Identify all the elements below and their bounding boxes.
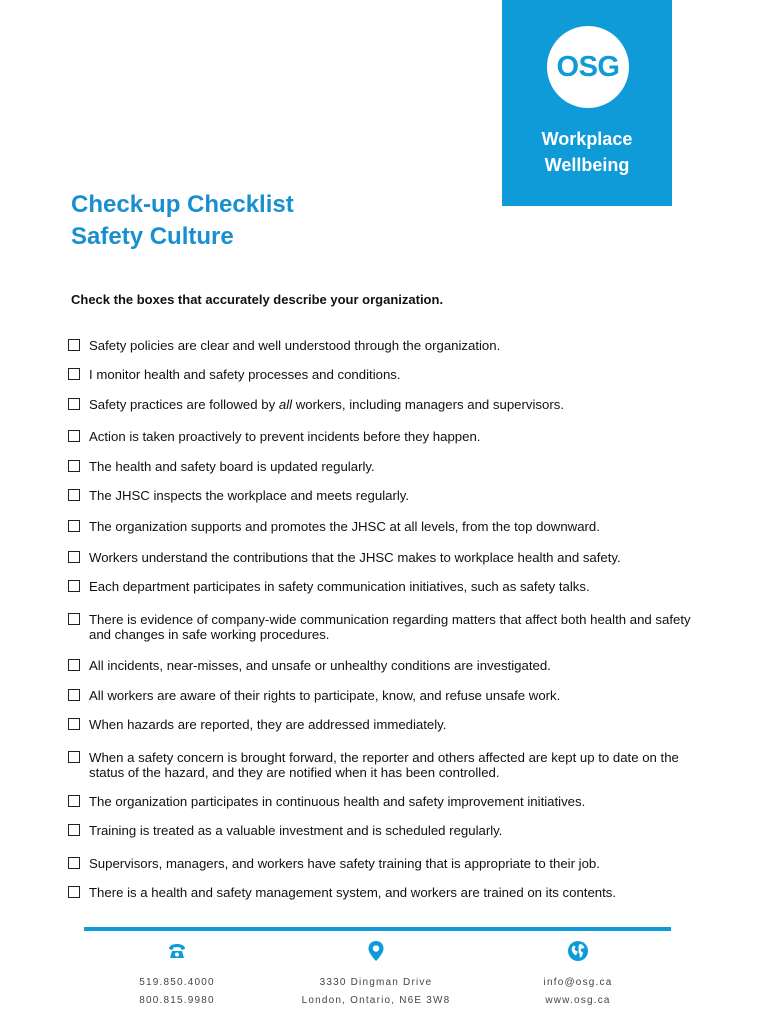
checklist-item: [68, 688, 698, 703]
phone-icon: [166, 940, 188, 962]
phone-tollfree[interactable]: 800.815.9980: [139, 995, 215, 1006]
checkbox[interactable]: [68, 613, 80, 625]
checklist-item: [68, 658, 698, 673]
checklist-item: [68, 338, 698, 353]
instruction-text: Check the boxes that accurately describe your organization.: [71, 292, 444, 307]
checkbox[interactable]: [68, 398, 80, 410]
page-title-line1: Check-up Checklist: [71, 191, 294, 218]
checkbox[interactable]: [68, 430, 80, 442]
checkbox[interactable]: [68, 795, 80, 807]
contact-web: [478, 940, 678, 1010]
checklist-item: [68, 397, 698, 412]
website-link[interactable]: www.osg.ca: [545, 995, 611, 1006]
checklist-item-label: When a safety concern is brought forward, the reporter and others affected are kept up to date on the status of the hazard, and they are notified when it has been controlled.: [89, 750, 679, 780]
address-street: 3330 Dingman Drive: [319, 977, 433, 988]
checklist-item: [68, 612, 698, 642]
checklist-item: [68, 488, 698, 503]
checkbox[interactable]: [68, 489, 80, 501]
checklist-item-label: Workers understand the contributions that the JHSC makes to workplace health and safety.: [89, 550, 621, 565]
checkbox[interactable]: [68, 580, 80, 592]
checklist-item: [68, 519, 698, 534]
checkbox[interactable]: [68, 551, 80, 563]
page-title-line2: Safety Culture: [71, 223, 234, 250]
checklist-item: [68, 429, 698, 444]
checklist-item-label: There is evidence of company-wide communication regarding matters that affect both health and safety and changes in safe working procedures.: [89, 612, 691, 642]
checklist-item: [68, 579, 698, 594]
checklist-item-label: Training is treated as a valuable investment and is scheduled regularly.: [89, 823, 503, 838]
checklist-item: [68, 794, 698, 809]
checkbox[interactable]: [68, 886, 80, 898]
checklist-item: [68, 750, 698, 780]
checklist-item-label: Supervisors, managers, and workers have safety training that is appropriate to their job.: [89, 856, 600, 871]
brand-tagline-line1: Workplace: [541, 129, 633, 149]
checklist-item-label: I monitor health and safety processes and conditions.: [89, 367, 401, 382]
checklist-item-label: When hazards are reported, they are addressed immediately.: [89, 717, 447, 732]
checkbox[interactable]: [68, 718, 80, 730]
checkbox[interactable]: [68, 520, 80, 532]
label-part: Safety practices are followed by: [89, 397, 279, 412]
checklist-item: [68, 885, 698, 900]
checklist-item-label: [89, 397, 564, 412]
checklist-item: [68, 823, 698, 838]
checklist-item: [68, 459, 698, 474]
checklist-item-label: The JHSC inspects the workplace and meets regularly.: [89, 488, 410, 503]
checklist-item-label: Each department participates in safety communication initiatives, such as safety talks.: [89, 579, 590, 594]
contact-phone: [77, 940, 277, 1010]
checklist-item: [68, 367, 698, 382]
checklist-item-label: Safety policies are clear and well understood through the organization.: [89, 338, 501, 353]
osg-logo: OSG: [547, 26, 629, 108]
page-title: [71, 189, 294, 253]
phone-primary[interactable]: 519.850.4000: [139, 977, 215, 988]
checklist-item: [68, 856, 698, 871]
checklist-item: [68, 717, 698, 732]
label-part: workers, including managers and supervisors.: [292, 397, 564, 412]
checklist-item-label: All incidents, near-misses, and unsafe or unhealthy conditions are investigated.: [89, 658, 551, 673]
checklist-item-label: The health and safety board is updated regularly.: [89, 459, 375, 474]
checklist-item-label: The organization participates in continuous health and safety improvement initiatives.: [89, 794, 586, 809]
checklist-item-label: All workers are aware of their rights to participate, know, and refuse unsafe work.: [89, 688, 561, 703]
checklist-item: [68, 550, 698, 565]
brand-tagline-line2: Wellbeing: [544, 155, 630, 175]
globe-icon: [567, 940, 589, 962]
email-link[interactable]: info@osg.ca: [543, 977, 613, 988]
checklist-item-label: The organization supports and promotes the JHSC at all levels, from the top downward.: [89, 519, 600, 534]
checkbox[interactable]: [68, 460, 80, 472]
brand-tagline: [502, 126, 672, 178]
checkbox[interactable]: [68, 659, 80, 671]
checkbox[interactable]: [68, 751, 80, 763]
footer-divider: [84, 927, 671, 931]
contact-address: [276, 940, 476, 1010]
checklist-item-label: There is a health and safety management system, and workers are trained on its contents.: [89, 885, 617, 900]
emphasis-text: all: [278, 397, 293, 412]
checkbox[interactable]: [68, 824, 80, 836]
brand-panel: [502, 0, 672, 206]
location-pin-icon: [365, 940, 387, 962]
checklist-item-label: Action is taken proactively to prevent incidents before they happen.: [89, 429, 481, 444]
checkbox[interactable]: [68, 857, 80, 869]
checkbox[interactable]: [68, 689, 80, 701]
checkbox[interactable]: [68, 339, 80, 351]
checkbox[interactable]: [68, 368, 80, 380]
address-city: London, Ontario, N6E 3W8: [301, 995, 451, 1006]
